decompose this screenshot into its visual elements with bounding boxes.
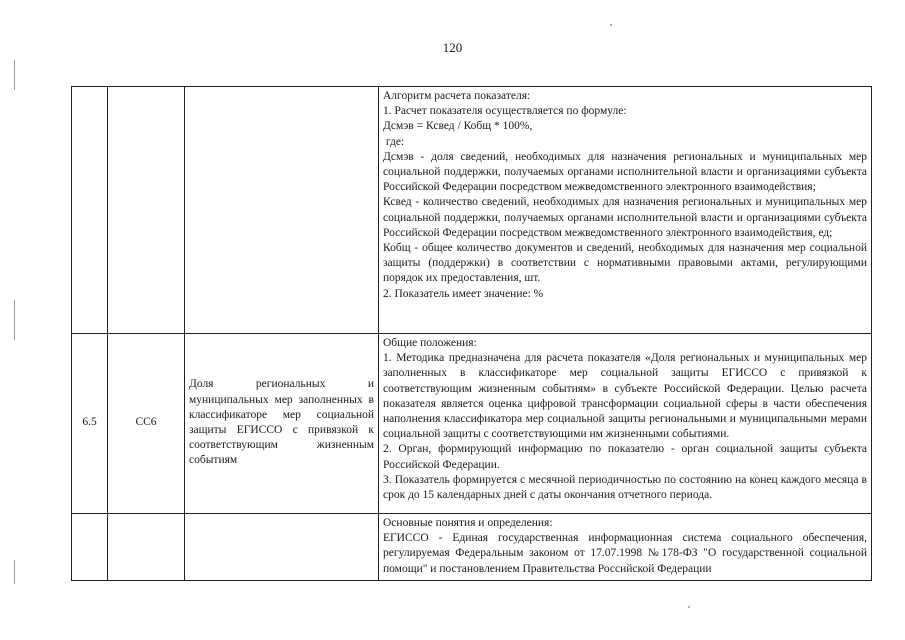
scan-margin-mark-bottom bbox=[14, 560, 15, 584]
methodology-cell bbox=[379, 514, 872, 581]
section-heading-algorithm: Алгоритм расчета показателя: bbox=[383, 90, 531, 102]
indicator-code-cell bbox=[108, 87, 185, 334]
indicator-code-cell bbox=[108, 514, 185, 581]
row-number-cell bbox=[72, 87, 108, 334]
paragraph: 2. Орган, формирующий информацию по показателю - орган социальной защиты субъекта Российской Федерации. bbox=[383, 443, 867, 471]
paragraph: 2. Показатель имеет значение: % bbox=[383, 287, 544, 300]
paragraph: 1. Расчет показателя осуществляется по формуле: bbox=[383, 105, 627, 118]
methodology-cell bbox=[379, 87, 872, 334]
paragraph: Дсмэв - доля сведений, необходимых для назначения региональных и муниципальных мер социальной поддержки, получаемых органами исполнительной власти и организациями субъекта Российской Федерации посредством межведомственного электронного взаимодействия; bbox=[383, 150, 867, 194]
paragraph: Ксвед - количество сведений, необходимых для назначения региональных и муниципальных мер социальной поддержки, получаемых органами исполнительной власти и организациями субъекта Российской Федерации посредством межведомственного электронного взаимодействия, ед; bbox=[383, 196, 867, 239]
indicator-name-cell bbox=[185, 334, 379, 514]
row-number-cell bbox=[72, 514, 108, 581]
scan-speck bbox=[688, 606, 690, 608]
section-heading-general: Общие положения: bbox=[383, 337, 477, 349]
indicator-code-cell: СС6 bbox=[108, 334, 185, 514]
paragraph: ЕГИССО - Единая государственная информационная система социального обеспечения, регулируемая Федеральным законом от 17.07.1998 №178-ФЗ "О государственной социальной помощи" и постановлением Правительства Российской Федерации bbox=[383, 532, 867, 575]
paragraph: 3. Показатель формируется с месячной периодичностью по состоянию на конец каждого месяца в срок до 15 календарных дней с даты окончания отчетного периода. bbox=[383, 473, 867, 502]
methodology-cell bbox=[379, 334, 872, 514]
indicator-methodology-table bbox=[71, 86, 872, 581]
indicator-name-cell bbox=[185, 514, 379, 581]
section-heading-definitions: Основные понятия и определения: bbox=[383, 517, 553, 529]
scan-speck bbox=[610, 24, 612, 26]
scan-margin-mark-middle bbox=[14, 300, 15, 340]
table-row bbox=[72, 514, 872, 581]
formula: Дсмэв = Ксвед / Кобщ * 100%, bbox=[383, 120, 533, 133]
formula-where: где: bbox=[383, 135, 405, 148]
page-number: 120 bbox=[442, 40, 463, 55]
indicator-name: Доля региональных и муниципальных мер заполненных в классификаторе мер социальной защиты ЕГИССО с привязкой к соответствующим жизненным событиям bbox=[189, 378, 374, 467]
paragraph: Кобщ - общее количество документов и сведений, необходимых для назначения мер социальной защиты (поддержки) в соответствии с нормативными правовыми актами, регулирующими порядок их предоставления, шт. bbox=[383, 242, 867, 285]
table-row bbox=[72, 334, 872, 514]
paragraph: 1. Методика предназначена для расчета показателя «Доля региональных и муниципальных мер заполненных в классификаторе мер социальной защиты ЕГИССО с привязкой к соответствующим жизненным событиям» в субъекте Российской Федерации. Целью расчета показателя является оценка цифровой трансформации социальной сферы в части обеспечения наполнения классификатора мер социальной защиты региональными и муниципальными мерами социальной защиты с соответствующими им жизненными событиями. bbox=[383, 352, 867, 441]
indicator-name-cell bbox=[185, 87, 379, 334]
table-row bbox=[72, 87, 872, 334]
row-number-cell: 6.5 bbox=[72, 334, 108, 514]
scan-margin-mark-top bbox=[14, 60, 15, 90]
